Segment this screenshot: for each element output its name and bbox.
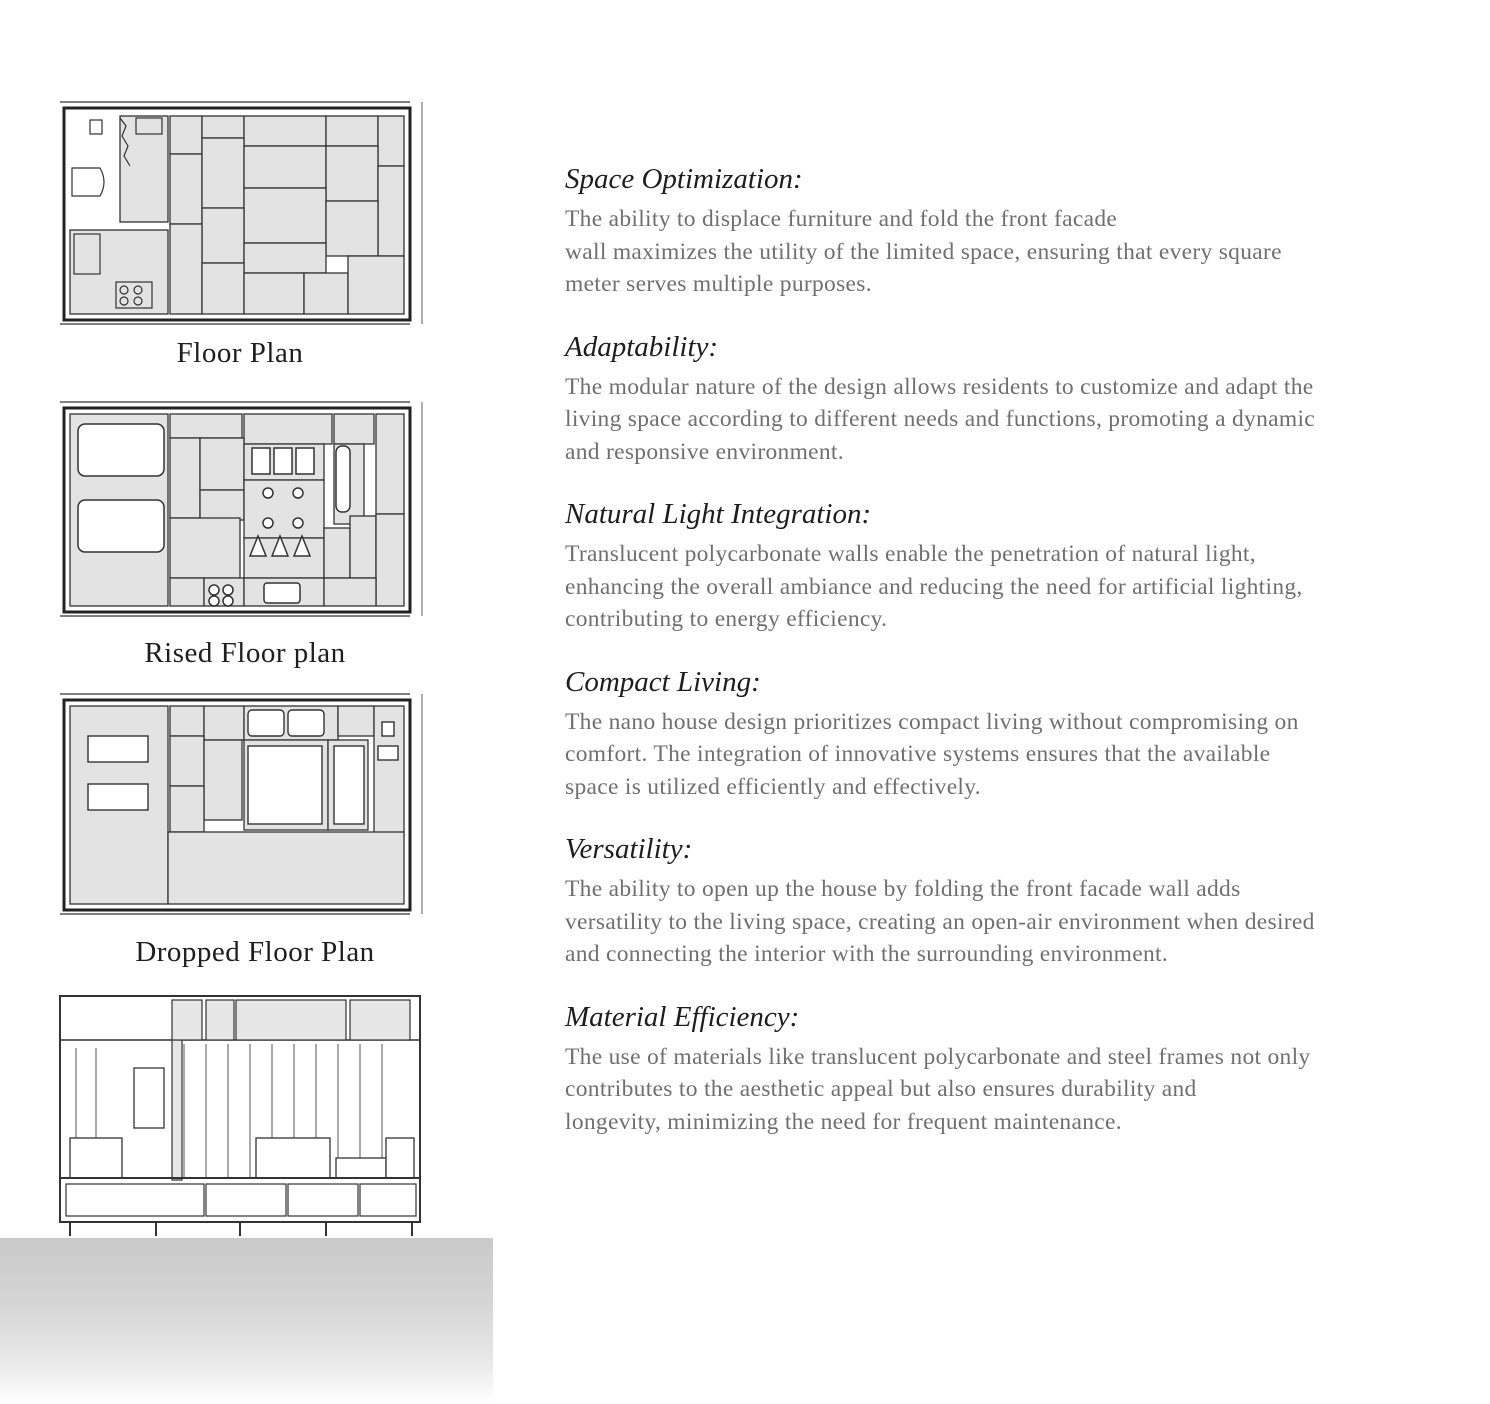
section-drawing (56, 988, 430, 1244)
section-title: Versatility: (565, 833, 693, 865)
body-line: and responsive environment. (565, 438, 844, 465)
body-line: The use of materials like translucent polycarbonate and steel frames not only (565, 1043, 1311, 1070)
body-line: living space according to different needs and functions, promoting a dynamic (565, 406, 1316, 432)
body-line: enhancing the overall ambiance and reducing the need for artificial lighting, (565, 573, 1303, 600)
section-body (565, 538, 1445, 636)
body-line: Translucent polycarbonate walls enable the penetration of natural light, (565, 541, 1256, 567)
body-line: meter serves multiple purposes. (565, 271, 872, 297)
section-body (565, 203, 1445, 301)
dropped-floor-plan-drawing (58, 690, 430, 918)
body-line: The ability to displace furniture and fold the front facade (565, 206, 1118, 232)
body-line: contributing to energy efficiency. (565, 606, 888, 632)
section-body (565, 371, 1445, 469)
section-versatility (565, 830, 1445, 971)
body-line: wall maximizes the utility of the limited space, ensuring that every square (565, 238, 1282, 265)
section-body (565, 873, 1445, 971)
section-adaptability (565, 328, 1445, 469)
section-title: Natural Light Integration: (565, 498, 872, 530)
ground-texture (0, 1238, 493, 1404)
body-line: The ability to open up the house by folding the front facade wall adds (565, 876, 1241, 902)
rised-floor-plan-drawing (58, 398, 430, 620)
body-line: The nano house design prioritizes compact living without compromising on (565, 708, 1299, 735)
section-title: Material Efficiency: (565, 1000, 800, 1033)
body-line: and connecting the interior with the surrounding environment. (565, 941, 1169, 967)
body-line: longevity, minimizing the need for frequent maintenance. (565, 1108, 1122, 1135)
section-natural-light (565, 495, 1445, 636)
body-line: space is utilized efficiently and effectively. (565, 773, 981, 800)
rised-floor-plan-label: Rised Floor plan (144, 637, 346, 669)
dropped-floor-plan-label: Dropped Floor Plan (135, 936, 375, 968)
body-line: contributes to the aesthetic appeal but also ensures durability and (565, 1076, 1197, 1102)
section-title: Adaptability: (565, 330, 719, 363)
section-compact-living (565, 663, 1445, 804)
features-text (565, 160, 1445, 1165)
section-material-efficiency (565, 998, 1445, 1139)
body-line: versatility to the living space, creating an open-air environment when desired (565, 908, 1315, 935)
floor-plan-label: Floor Plan (176, 337, 304, 369)
body-line: comfort. The integration of innovative systems ensures that the available (565, 741, 1271, 767)
section-title: Space Optimization: (565, 163, 803, 195)
section-title: Compact Living: (565, 665, 761, 698)
body-line: The modular nature of the design allows residents to customize and adapt the (565, 373, 1314, 400)
section-space-optimization (565, 160, 1445, 301)
floor-plan-drawing (58, 98, 430, 328)
section-body (565, 1041, 1445, 1139)
section-body (565, 706, 1445, 804)
